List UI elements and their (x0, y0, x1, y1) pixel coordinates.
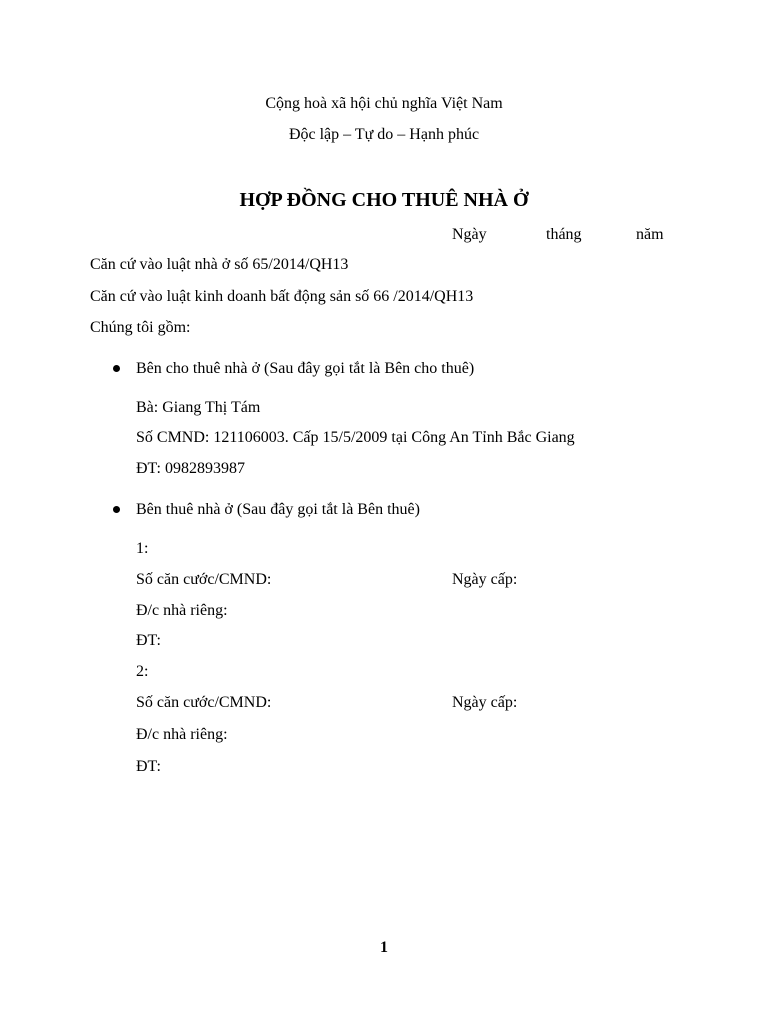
lessee-1-issue-date-label: Ngày cấp: (452, 571, 518, 588)
lessor-name: Bà: Giang Thị Tám (136, 399, 261, 416)
lessee-1-id-label: Số căn cước/CMND: (136, 571, 272, 588)
lessee-2-issue-date-label: Ngày cấp: (452, 694, 518, 711)
parties-intro: Chúng tôi gồm: (90, 319, 191, 336)
legal-basis-real-estate-law: Căn cứ vào luật kinh doanh bất động sản số 66 /2014/QH13 (90, 288, 474, 305)
lessee-1-phone-label: ĐT: (136, 632, 161, 649)
lessee-2-phone-label: ĐT: (136, 758, 161, 775)
lessor-id: Số CMND: 121106003. Cấp 15/5/2009 tại Công An Tỉnh Bắc Giang (136, 429, 575, 446)
national-motto: Độc lập – Tự do – Hạnh phúc (288, 126, 480, 143)
lessee-1-address-label: Đ/c nhà riêng: (136, 602, 228, 619)
lessee-1-index: 1: (136, 540, 149, 557)
date-month-label: tháng (546, 226, 582, 243)
legal-basis-housing-law: Căn cứ vào luật nhà ở số 65/2014/QH13 (90, 256, 349, 273)
bullet-icon (113, 365, 120, 372)
lessee-heading: Bên thuê nhà ở (Sau đây gọi tắt là Bên thuê) (136, 501, 420, 518)
lessee-2-address-label: Đ/c nhà riêng: (136, 726, 228, 743)
contract-title: HỢP ĐỒNG CHO THUÊ NHÀ Ở (239, 189, 529, 211)
date-day-label: Ngày (452, 226, 487, 243)
national-title: Cộng hoà xã hội chủ nghĩa Việt Nam (265, 95, 503, 112)
page-number: 1 (380, 939, 388, 956)
lessor-heading: Bên cho thuê nhà ở (Sau đây gọi tắt là Bên cho thuê) (136, 360, 475, 377)
bullet-icon (113, 506, 120, 513)
lessee-2-id-label: Số căn cước/CMND: (136, 694, 272, 711)
lessor-phone: ĐT: 0982893987 (136, 460, 245, 477)
lessee-2-index: 2: (136, 663, 149, 680)
date-year-label: năm (636, 226, 664, 243)
